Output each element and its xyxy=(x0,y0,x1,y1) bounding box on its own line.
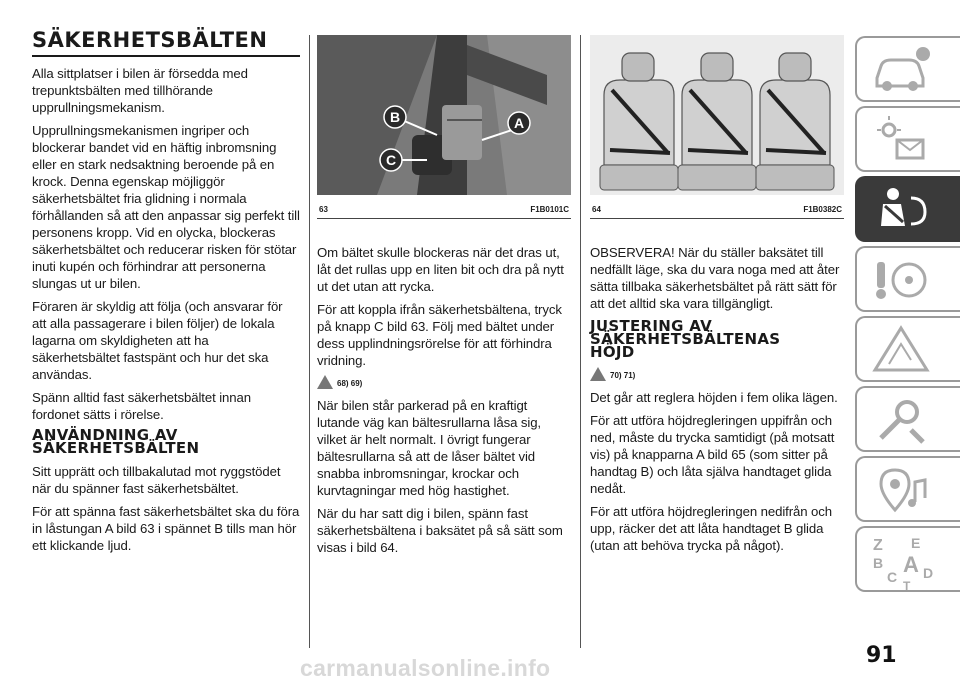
index-letter: E xyxy=(911,535,921,551)
nav-tab-car-info[interactable] xyxy=(855,36,960,102)
paragraph: Spänn alltid fast säkerhetsbältet innan fordonet sätts i rörelse. xyxy=(32,390,251,422)
index-letter: B xyxy=(873,555,884,571)
figure-code: F1B0382C xyxy=(803,205,842,214)
column-middle xyxy=(317,244,571,562)
warning-refs: 68) 69) xyxy=(337,379,363,388)
paragraph: Alla sittplatser i bilen är försedda med trepunktsbälten med tillhörande upprullningsmekanism. xyxy=(32,66,248,115)
paragraph: OBSERVERA! När du ställer baksätet till nedfällt läge, ska du vara noga med att åter sätta tillbaka säkerhetsbältet på rätt sätt för att det alltid ska vara tillgängligt. xyxy=(590,245,840,311)
warning-triangle-icon xyxy=(317,375,333,389)
nav-tab-dashboard-lights[interactable] xyxy=(855,106,960,172)
safety-seatbelt-icon xyxy=(871,184,931,236)
label-b: B xyxy=(389,109,401,125)
dashboard-lights-icon xyxy=(871,114,931,166)
figure-caption xyxy=(590,195,844,219)
figure-63-seatbelt-buckle xyxy=(317,35,571,195)
rear-seats-illustration xyxy=(590,35,844,195)
column-divider xyxy=(580,35,581,648)
index-letter: C xyxy=(887,569,898,585)
nav-tab-multimedia[interactable] xyxy=(855,456,960,522)
key-steering-wheel-icon xyxy=(871,254,931,306)
nav-tab-starting-driving[interactable] xyxy=(855,246,960,312)
column-left xyxy=(32,28,300,560)
warning-triangle-icon xyxy=(590,367,606,381)
column-right xyxy=(590,244,844,560)
nav-tab-index[interactable] xyxy=(855,526,960,592)
index-icon xyxy=(871,534,941,590)
label-c: C xyxy=(385,152,397,168)
figure-number: 63 xyxy=(319,205,328,214)
car-info-icon xyxy=(871,44,931,96)
warning-road-icon xyxy=(871,324,931,376)
paragraph: Sitt upprätt och tillbakalutad mot ryggstödet när du spänner fast säkerhetsbältet. xyxy=(32,464,281,496)
figure-number: 64 xyxy=(592,205,601,214)
paragraph: Det går att reglera höjden i fem olika lägen. xyxy=(590,390,838,405)
warning-reference xyxy=(590,367,844,381)
paragraph: För att utföra höjdregleringen uppifrån och ned, måste du trycka samtidigt (på motsatt vis) på knapparna A bild 65 (som sitter på handtag B) och låta själva handtaget glida nedåt. xyxy=(590,413,835,496)
index-letter: T xyxy=(903,579,911,590)
warning-reference xyxy=(317,375,571,389)
watermark: carmanualsonline.info xyxy=(300,655,551,678)
figure-64-rear-seatbelts xyxy=(590,35,844,195)
index-letter: Z xyxy=(873,537,883,554)
paragraph: Om bältet skulle blockeras när det dras ut, låt det rullas upp en liten bit och dra på nytt ut det utan att rycka. xyxy=(317,245,564,294)
page-number: 91 xyxy=(866,643,897,668)
paragraph: När bilen står parkerad på en kraftigt lutande väg kan bältesrullarna låsa sig, vilket är helt normalt. I övrigt fungerar bältesrullarna så att de låser bältet vid snabba inbromsningar, krockar och kurvtagningar med hög hastighet. xyxy=(317,398,541,498)
label-a: A xyxy=(513,115,525,131)
figure-caption xyxy=(317,195,571,219)
warning-refs: 70) 71) xyxy=(610,371,636,380)
column-divider xyxy=(309,35,310,648)
nav-tab-maintenance[interactable] xyxy=(855,386,960,452)
nav-tab-safety[interactable] xyxy=(855,176,960,242)
paragraph: Upprullningsmekanismen ingriper och blockerar bandet vid en häftig inbromsning eller en stark nedsaktning beroende på en krock. Denna egenskap möjliggör säkerhetsbältet fria glidning i normala förhållanden så att den anpassar sig perfekt till personens kropp. Vid en olycka, blockeras säkerhetsbältet och reducerar risken för stötar inuti kupén och förhindrar att personerna slungas ut ur bilen. xyxy=(32,123,300,291)
index-letter: D xyxy=(923,565,934,581)
index-letter: A xyxy=(903,552,919,577)
figure-code: F1B0101C xyxy=(530,205,569,214)
nav-tab-emergency[interactable] xyxy=(855,316,960,382)
paragraph: För att koppla ifrån säkerhetsbältena, tryck på knapp C bild 63. Följ med bältet under dess upplindningsrörelse för att förhindra vridning. xyxy=(317,302,562,368)
paragraph: När du har satt dig i bilen, spänn fast säkerhetsbältena i baksätet på så sätt som visas i bild 64. xyxy=(317,506,563,555)
paragraph: För att utföra höjdregleringen nedifrån och upp, räcker det att låta handtaget B glida (utan att behöva trycka på något). xyxy=(590,504,833,553)
multimedia-icon xyxy=(871,464,931,516)
section-heading: ANVÄNDNING AV SÄKERHETSBÄLTEN xyxy=(32,426,200,457)
seatbelt-buckle-illustration xyxy=(317,35,571,195)
maintenance-icon xyxy=(871,394,931,446)
section-heading: JUSTERING AV SÄKERHETSBÄLTENAS HÖJD xyxy=(590,317,781,361)
paragraph: För att spänna fast säkerhetsbältet ska du föra in låstungan A bild 63 i spännet B tills man hör ett klickande ljud. xyxy=(32,504,300,553)
page-title: SÄKERHETSBÄLTEN xyxy=(32,28,300,57)
paragraph: Föraren är skyldig att följa (och ansvarar för att alla passagerare i bilen följer) de lokala lagarna om skyldigheten att ha säkerhetsbältet fastspänt och hur det ska användas. xyxy=(32,299,283,382)
